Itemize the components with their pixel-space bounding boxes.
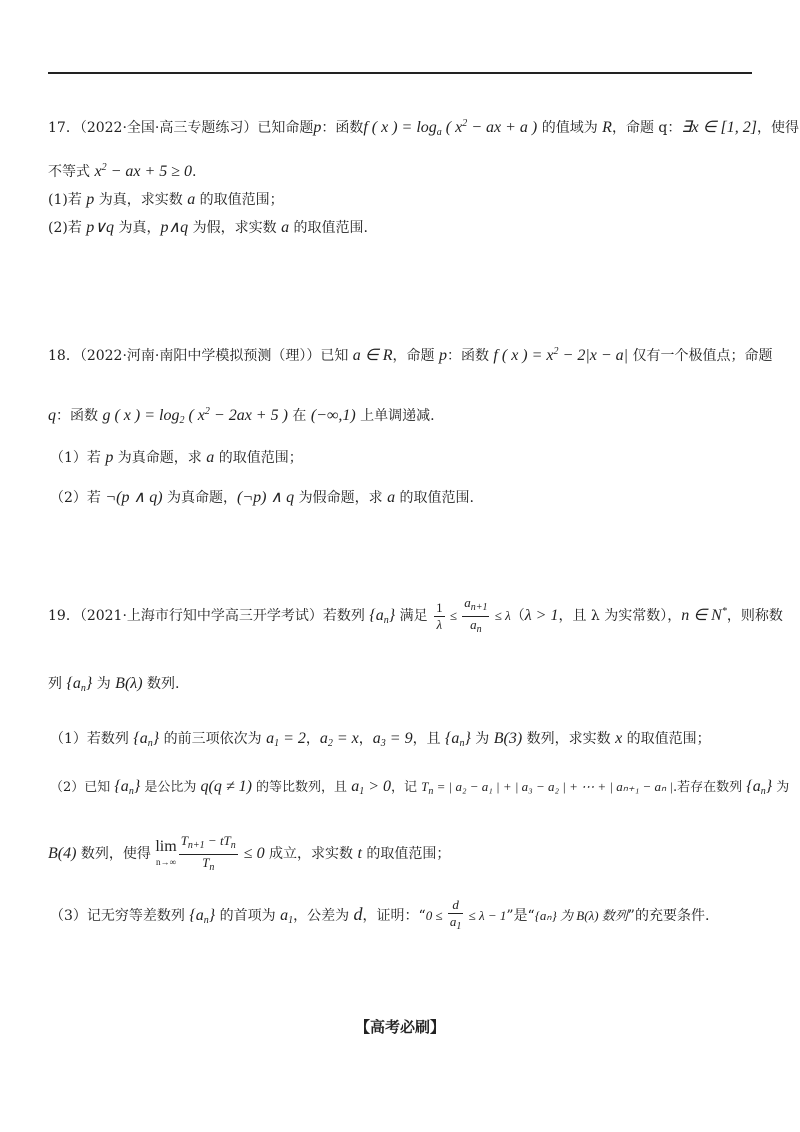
fraction-d-over-a1: $\frac{d}{a_1}$ — [449, 897, 462, 932]
q19-sub1: （1）若数列 $\{a_n\}$ 的前三项依次为 $a_1 = 2$，$a_2 = x$，$a_3 = 9$，且 $\{a_n\}$ 为 B(3) 数列，求实数 x 的取值范围； — [50, 730, 711, 749]
fraction-ratio: $\frac{a_{n+1}}{a_n}$ — [464, 594, 488, 635]
section-footer-title: 【高考必刷】 — [354, 1018, 445, 1036]
q18-sub1: （1）若 p 为真命题，求 a 的取值范围； — [50, 449, 303, 466]
q17-line2: 不等式 $x^2$ − ax + 5 ≥ 0. — [48, 162, 197, 180]
q17-sub1: (1)若 p 为真，求实数 a 的取值范围； — [48, 191, 284, 208]
q19-sub2-cont: B(4) 数列，使得 lim n→∞ $\frac{T_{n+1} - tT_n}{T_n}$ ≤ 0 成立，求实数 t 的取值范围； — [48, 830, 450, 878]
q18-sub2: （2）若 ¬(p ∧ q) 为真命题，(¬p) ∧ q 为假命题，求 a 的取值范围. — [50, 489, 474, 506]
fraction-1-over-lambda: $\frac{1}{\lambda}$ — [436, 599, 443, 632]
q18-line1: 18．（2022·河南·南阳中学模拟预测（理））已知 a ∈ R，命题 p：函数 f ( x ) = $x^2 - 2|x - a|$ 仅有一个极值点；命题 — [48, 346, 773, 364]
q19-line2: 列 $\{a_n\}$ 为 B(λ) 数列. — [48, 675, 180, 694]
limit-fraction: $\frac{T_{n+1} - tT_n}{T_n}$ — [180, 832, 236, 873]
header-rule — [48, 72, 752, 74]
q17-line1: 17．（2022·全国·高三专题练习）已知命题p：函数f ( x ) = $\log_a$ ( $x^2$ − ax + a ) 的值域为 R，命题 q：∃x ∈ [1, 2]，使得 — [48, 118, 799, 138]
limit-operator: lim n→∞ — [155, 837, 177, 867]
q19-sub3: （3）记无穷等差数列 $\{a_n\}$ 的首项为 $a_1$，公差为 d，证明：“0 ≤ $\frac{d}{a_1}$ ≤ λ − 1”是“{aₙ} 为 B(λ) 数列”的充要条件. — [50, 890, 709, 945]
q19-sub2: （2）已知 $\{a_n\}$ 是公比为 q(q ≠ 1) 的等比数列，且 $a_1 > 0$，记 $T_n$ = | a₂ − a₁ | + | a₃ − a₂ | + ⋯ + | aₙ₊₁ − aₙ |.若存在数列 $\{a_n\}$ 为 — [50, 778, 790, 797]
q17-sub2: (2)若 p∨q 为真，p∧q 为假，求实数 a 的取值范围. — [48, 219, 368, 236]
q18-line2: q：函数 g ( x ) = $\log_2$ ( $x^2 - 2ax + 5$ ) 在 (−∞,1) 上单调递减. — [48, 406, 435, 426]
q19-line1: 19．（2021·上海市行知中学高三开学考试）若数列 $\{a_n\}$ 满足 $\frac{1}{\lambda}$ ≤ $\frac{a_{n+1}}{a_n}$ ≤ λ（λ > 1，且 λ 为实常数），n ∈ N*，则称数 — [48, 588, 783, 645]
